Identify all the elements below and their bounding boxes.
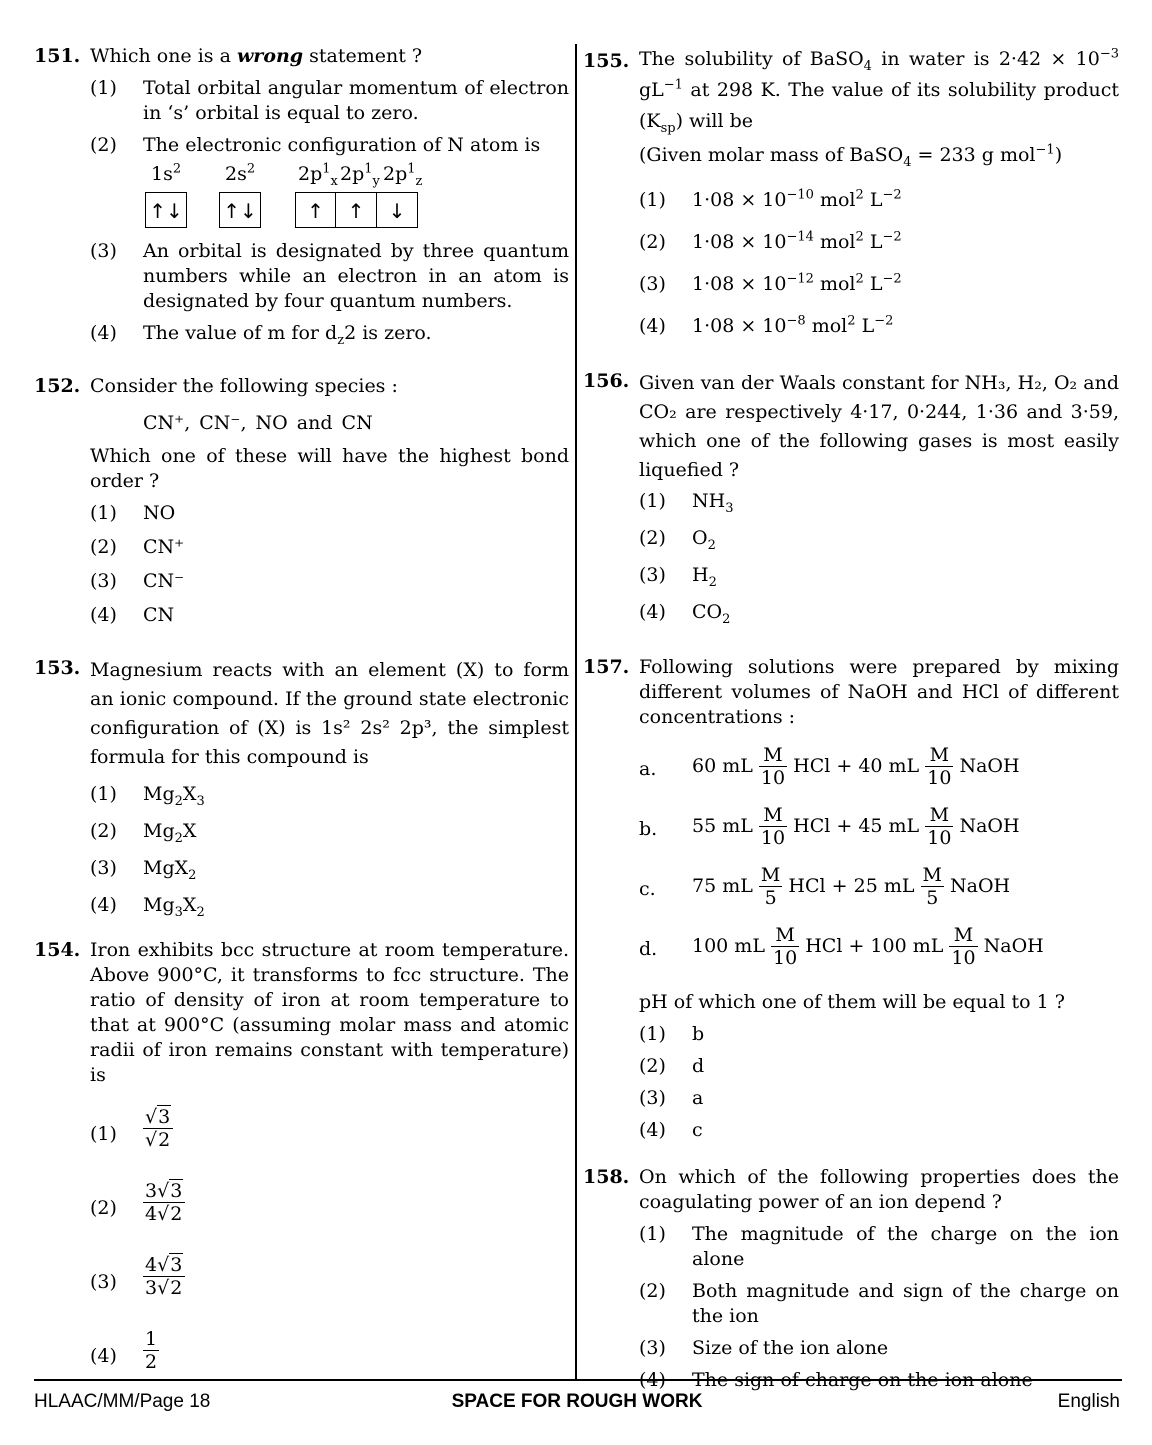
option-4[interactable]: (4) $1\cdot 08 \times 10^{-8}$ mol$^2$ $L^{-2}$	[639, 313, 894, 337]
question-number: 157.	[583, 656, 630, 678]
question-154	[34, 938, 569, 1384]
emphasis-word: wrong	[236, 45, 304, 67]
option-3[interactable]: (3) $\frac{4√3}{3√2}$	[90, 1254, 569, 1310]
option-3[interactable]: (3) $H_2$	[639, 564, 717, 590]
question-stem: Magnesium reacts with an element (X) to form an ionic compound. If the ground state electronic configuration of (X) is 1s² 2s² 2p³, the simplest formula for this compound is	[90, 659, 569, 768]
question-155	[583, 44, 1119, 339]
question-151	[34, 44, 569, 346]
option-3[interactable]: (3) $1\cdot 08 \times 10^{-12}$ mol$^2$ $L^{-2}$	[639, 271, 902, 295]
orbital-box-2p: ↑ ↑ ↓	[295, 192, 418, 228]
question-number: 151.	[34, 45, 81, 67]
orbital-label-2px: $2p^1_x$	[298, 161, 338, 189]
option-1[interactable]: (1) $Mg_2X_3$	[90, 783, 205, 809]
option-3[interactable]: (3) Size of the ion alone	[639, 1337, 889, 1359]
question-156	[583, 369, 1119, 625]
mixture-a: a. 60 mL $\frac{M}{10}$ HCl + 40 mL $\frac{M}{10}$ NaOH	[639, 744, 1020, 789]
option-3[interactable]: (3) a	[639, 1087, 704, 1109]
option-4[interactable]: (4) $\frac{1}{2}$	[90, 1328, 158, 1373]
option-2[interactable]: (2) $1\cdot 08 \times 10^{-14}$ mol$^2$ $L^{-2}$	[639, 229, 902, 253]
fraction: $\frac{4√3}{3√2}$	[143, 1254, 185, 1299]
fraction: $\frac{√3}{√2}$	[143, 1106, 173, 1151]
orbital-label-2pz: $2p^1_z$	[383, 161, 423, 189]
option-1[interactable]: (1) $\frac{√3}{√2}$	[90, 1106, 569, 1162]
page-footer	[34, 1389, 1120, 1415]
question-ask: Which one of these will have the highest bond order ?	[90, 445, 569, 492]
option-4[interactable]: (4) $CO_2$	[639, 601, 731, 627]
question-stem: Following solutions were prepared by mixing different volumes of NaOH and HCl of different concentrations :	[639, 656, 1119, 728]
species-list: CN⁺, CN⁻, NO and CN	[143, 412, 373, 434]
orbital-label-2s: $2s^2$	[225, 161, 256, 185]
option-3[interactable]: (3) MgX$_2$	[90, 857, 197, 883]
question-stem: The solubility of BaSO$_4$ in water is $2\cdot 42 \times 10^{-3}$ $gL^{-1}$ at 298 K. The value of its solubility product $(K_{sp})$ will be	[639, 46, 1119, 136]
question-stem: Consider the following species :	[90, 375, 398, 397]
orbital-label-1s: $1s^2$	[151, 161, 182, 185]
rough-work-label: SPACE FOR ROUGH WORK	[451, 1391, 703, 1412]
orbital-label-2py: $2p^1_y$	[340, 161, 380, 189]
left-column	[34, 44, 569, 1384]
page-code: HLAAC/MM/Page 18	[34, 1391, 211, 1412]
question-stem: Iron exhibits bcc structure at room temperature. Above 900°C, it transforms to fcc structure. The ratio of density of iron at room temperature to that at 900°C (assuming molar mass and atomic radii of iron remains constant with temperature) is	[90, 939, 569, 1086]
question-157	[583, 655, 1119, 1143]
mixture-c: c. 75 mL $\frac{M}{5}$ HCl + 25 mL $\frac{M}{5}$ NaOH	[639, 864, 1011, 909]
question-ask: pH of which one of them will be equal to 1 ?	[639, 991, 1065, 1013]
option-2[interactable]: (2) The electronic configuration of N atom is	[90, 134, 541, 156]
question-stem: Which one is a wrong statement ?	[90, 45, 423, 67]
orbital-box-1s: ↑↓	[145, 192, 187, 228]
option-4[interactable]: (4) $Mg_3X_2$	[90, 894, 205, 920]
option-1[interactable]: (1) Total orbital angular momentum of electron in ‘s’ orbital is equal to zero.	[90, 77, 569, 124]
question-number: 154.	[34, 939, 81, 961]
right-column	[583, 44, 1119, 1393]
option-1[interactable]: (1) b	[639, 1023, 705, 1045]
orbital-box-2s: ↑↓	[219, 192, 261, 228]
option-2[interactable]: (2) $\frac{3√3}{4√2}$	[90, 1180, 569, 1236]
option-2[interactable]: (2) $O_2$	[639, 527, 716, 553]
given-note: (Given molar mass of BaSO$_4$ = 233 g mol$^{-1}$)	[639, 142, 1063, 170]
column-divider	[575, 44, 577, 1380]
question-number: 155.	[583, 50, 630, 72]
question-number: 152.	[34, 375, 81, 397]
option-1[interactable]: (1) NO	[90, 502, 176, 524]
question-153	[34, 656, 569, 918]
option-4[interactable]: (4) c	[639, 1119, 703, 1141]
question-number: 156.	[583, 370, 630, 392]
option-2[interactable]: (2) Both magnitude and sign of the charge on the ion	[639, 1280, 1119, 1327]
question-stem: On which of the following properties does the coagulating power of an ion depend ?	[639, 1166, 1119, 1213]
fraction: $\frac{1}{2}$	[145, 1328, 158, 1373]
option-4[interactable]: (4) The value of m for $d_z2$ is zero.	[90, 322, 432, 348]
mixture-b: b. 55 mL $\frac{M}{10}$ HCl + 45 mL $\frac{M}{10}$ NaOH	[639, 804, 1020, 849]
option-4[interactable]: (4) The sign of charge on the ion alone	[639, 1369, 1033, 1391]
question-number: 158.	[583, 1166, 630, 1188]
option-4[interactable]: (4) CN	[90, 604, 175, 626]
option-3[interactable]: (3) An orbital is designated by three quantum numbers while an electron in an atom is designated by four quantum numbers.	[90, 240, 569, 312]
option-2[interactable]: (2) d	[639, 1055, 705, 1077]
mixture-d: d. 100 mL $\frac{M}{10}$ HCl + 100 mL $\frac{M}{10}$ NaOH	[639, 924, 1044, 969]
option-1[interactable]: (1) The magnitude of the charge on the ion alone	[639, 1223, 1119, 1270]
question-stem: Given van der Waals constant for NH₃, H₂, O₂ and CO₂ are respectively 4·17, 0·244, 1·36 and 3·59, which one of the following gases is most easily liquefied ?	[639, 372, 1119, 481]
question-158	[583, 1165, 1119, 1393]
orbital-diagram	[143, 162, 569, 232]
language-label: English	[1057, 1391, 1120, 1412]
question-number: 153.	[34, 657, 81, 679]
option-2[interactable]: (2) CN⁺	[90, 536, 185, 558]
option-3[interactable]: (3) CN⁻	[90, 570, 185, 592]
option-2[interactable]: (2) $Mg_2X$	[90, 820, 197, 846]
footer-rule	[34, 1379, 1122, 1381]
fraction: $\frac{3√3}{4√2}$	[143, 1180, 185, 1225]
option-1[interactable]: (1) $NH_3$	[639, 490, 734, 516]
option-1[interactable]: (1) $1\cdot 08 \times 10^{-10}$ mol$^2$ $L^{-2}$	[639, 187, 902, 211]
question-152	[34, 374, 569, 628]
